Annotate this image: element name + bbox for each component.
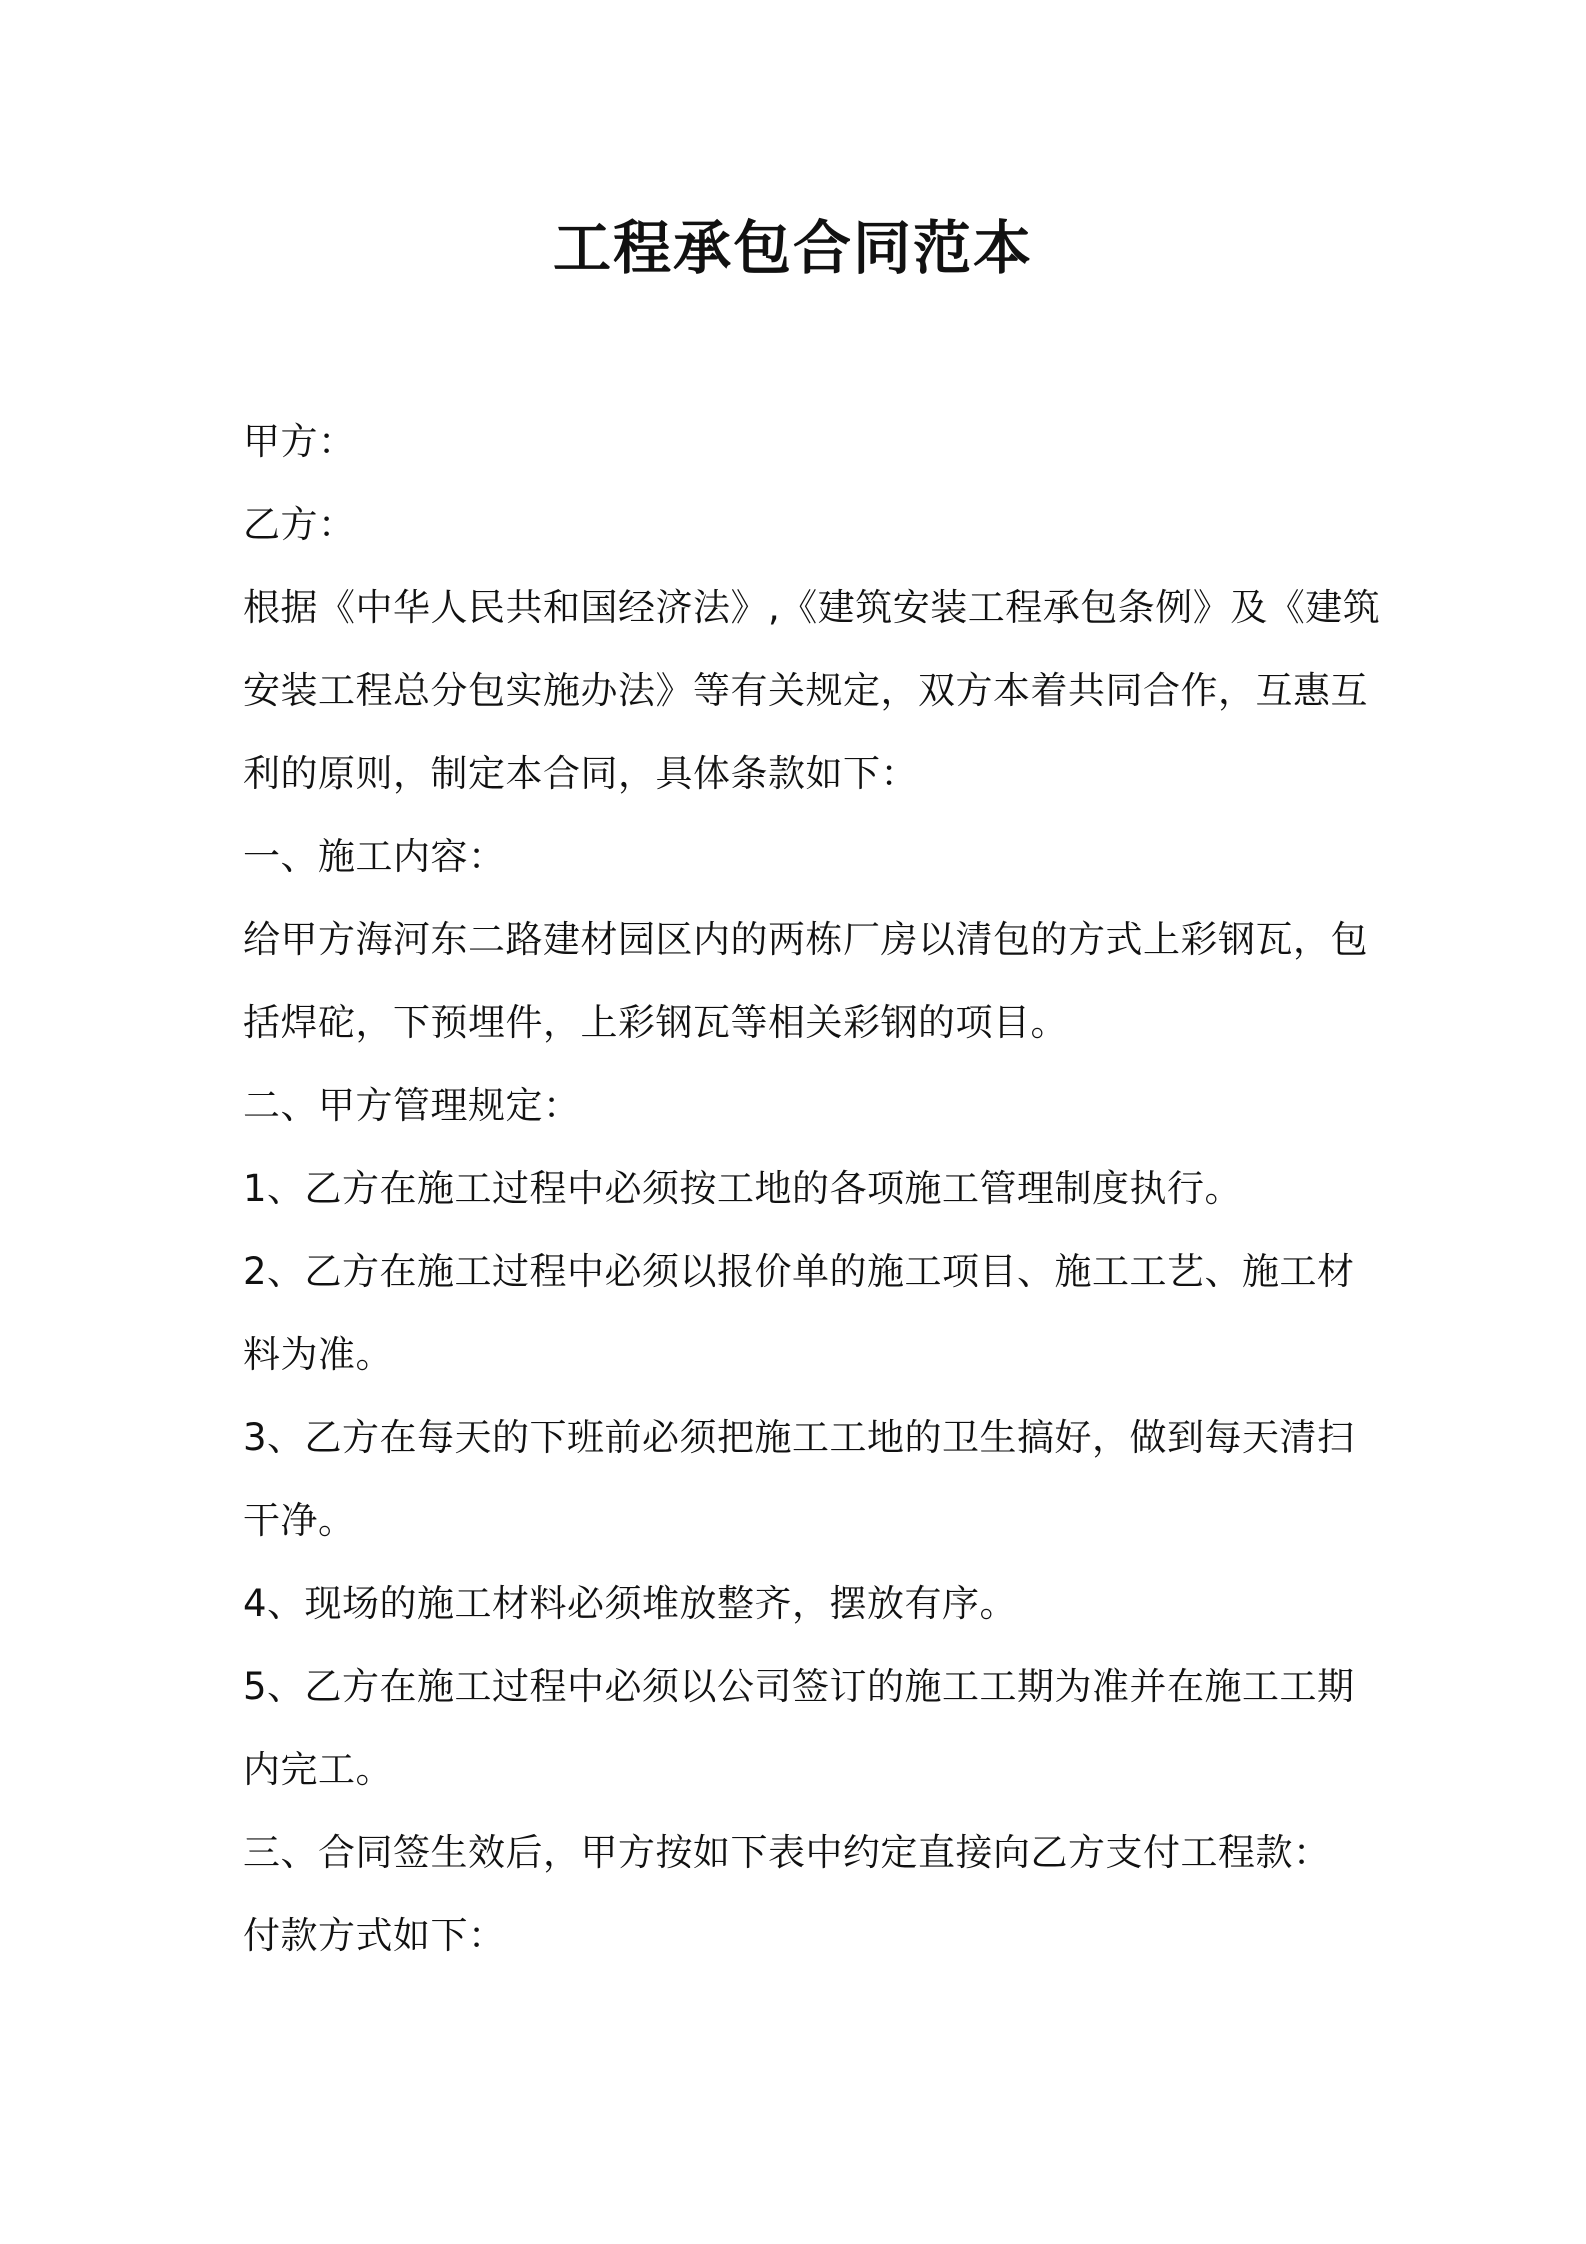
rule-4-line: 4、现场的施工材料必须堆放整齐，摆放有序。 [243, 1582, 1018, 1625]
preamble-line-3: 利的原则，制定本合同，具体条款如下： [243, 752, 918, 795]
payment-method-line: 付款方式如下： [243, 1914, 506, 1957]
rule-3-line-2: 干净。 [243, 1499, 356, 1542]
document-title: 工程承包合同范本 [552, 214, 1033, 282]
section-1-text-line-2: 括焊砣，下预埋件，上彩钢瓦等相关彩钢的项目。 [243, 1001, 1068, 1044]
rule-3-line-1: 3、乙方在每天的下班前必须把施工工地的卫生搞好，做到每天清扫 [243, 1416, 1355, 1459]
rule-1-line: 1、乙方在施工过程中必须按工地的各项施工管理制度执行。 [243, 1167, 1243, 1210]
section-3-heading: 三、合同签生效后，甲方按如下表中约定直接向乙方支付工程款： [243, 1831, 1331, 1874]
section-1-text-line-1: 给甲方海河东二路建材园区内的两栋厂房以清包的方式上彩钢瓦，包 [243, 918, 1368, 961]
party-b-line: 乙方： [243, 503, 356, 546]
rule-5-line-2: 内完工。 [243, 1748, 393, 1791]
preamble-line-1: 根据《中华人民共和国经济法》,《建筑安装工程承包条例》及《建筑 [243, 586, 1381, 629]
party-a-line: 甲方： [243, 420, 356, 463]
preamble-line-2: 安装工程总分包实施办法》等有关规定，双方本着共同合作，互惠互 [243, 669, 1368, 712]
rule-2-line-2: 料为准。 [243, 1333, 393, 1376]
section-2-heading: 二、甲方管理规定： [243, 1084, 581, 1127]
section-1-heading: 一、施工内容： [243, 835, 506, 878]
rule-2-line-1: 2、乙方在施工过程中必须以报价单的施工项目、施工工艺、施工材 [243, 1250, 1355, 1293]
rule-5-line-1: 5、乙方在施工过程中必须以公司签订的施工工期为准并在施工工期 [243, 1665, 1355, 1708]
document-body [243, 400, 1381, 1977]
